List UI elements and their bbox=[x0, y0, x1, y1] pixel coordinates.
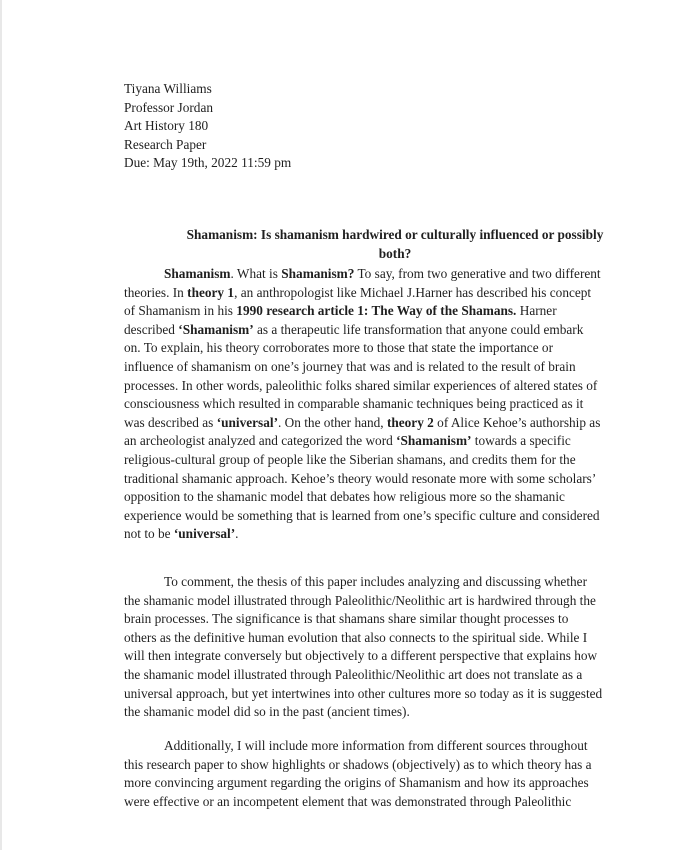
bold-text-run: ‘universal’ bbox=[173, 526, 236, 542]
text-run: opposition to the shamanic model that debates how religious more so the shamanic bbox=[124, 489, 565, 505]
para2-line: brain processes. The significance is that shamans share similar thought processes to bbox=[124, 611, 569, 627]
student-name: Tiyana Williams bbox=[124, 81, 212, 96]
bold-text-run: 1990 research article 1: The Way of the Shamans. bbox=[236, 303, 517, 319]
text-run: . bbox=[235, 526, 239, 542]
text-run: of Alice Kehoe’s authorship as bbox=[433, 414, 601, 430]
bold-text-run: ‘universal’ bbox=[216, 414, 278, 430]
text-run: was described as bbox=[124, 414, 217, 430]
text-run: as a therapeutic life transformation that anyone could embark bbox=[253, 321, 584, 337]
para1-line bbox=[124, 321, 624, 340]
text-run: consciousness which resulted in comparable shamanic techniques being practiced as it bbox=[124, 396, 584, 412]
para2-line: will then integrate conversely but objectively to a different perspective that explains how bbox=[124, 648, 598, 664]
text-run: of Shamanism in his bbox=[124, 303, 237, 319]
text-run: traditional shamanic approach. Kehoe’s theory would resonate more with some scholars’ bbox=[124, 470, 597, 486]
para1-line bbox=[124, 470, 624, 489]
text-run: processes. In other words, paleolithic folks shared similar experiences of altered states of bbox=[124, 377, 598, 393]
text-run: on. To explain, his theory corroborates more to those that state the importance or bbox=[124, 340, 554, 356]
title-line-2: both? bbox=[378, 245, 412, 261]
text-run: religious-cultural group of people like the Siberian shamans, and credits them for the bbox=[124, 451, 576, 467]
bold-text-run: ‘Shamanism’ bbox=[396, 433, 472, 449]
bold-text-run: Shamanism? bbox=[281, 266, 355, 281]
text-run: , an anthropologist like Michael J.Harner has described his concept bbox=[234, 284, 592, 300]
paper-title bbox=[150, 226, 640, 263]
para3-line: more convincing argument regarding the origins of Shamanism and how its approaches bbox=[124, 775, 589, 791]
text-run: . On the other hand, bbox=[278, 414, 387, 430]
text-run: not to be bbox=[124, 526, 174, 542]
para2-line: the shamanic model did so in the past (ancient times). bbox=[124, 704, 410, 720]
paragraph-1 bbox=[124, 265, 624, 544]
text-run: an archeologist analyzed and categorized the word bbox=[124, 433, 397, 449]
para2-line: others as the definitive human evolution that also connects to the spiritual side. While I bbox=[124, 629, 588, 645]
text-run: theories. In bbox=[124, 284, 188, 300]
title-line-1: Shamanism: Is shamanism hardwired or culturally influenced or possibly bbox=[186, 227, 604, 242]
para2-line: universal approach, but yet intertwines into other cultures more so today as it is suggested bbox=[124, 685, 603, 701]
para1-line bbox=[124, 358, 624, 377]
para3-line: were effective or an incompetent element that was demonstrated through Paleolithic bbox=[124, 793, 572, 809]
paragraph-3 bbox=[124, 737, 624, 811]
text-run: towards a specific bbox=[471, 433, 571, 449]
text-run: experience would be something that is learned from one’s specific culture and considered bbox=[124, 507, 600, 523]
para1-line bbox=[124, 284, 624, 303]
paragraph-2 bbox=[124, 573, 624, 722]
para1-line bbox=[124, 488, 624, 507]
para1-line bbox=[124, 507, 624, 526]
para2-line: the shamanic model illustrated through Paleolithic/Neolithic art is hardwired through the bbox=[124, 592, 596, 608]
para1-line bbox=[124, 377, 624, 396]
text-run: influence of shamanism on one’s journey that was and is related to the result of brain bbox=[124, 358, 576, 374]
bold-text-run: Shamanism bbox=[164, 266, 231, 281]
para1-line bbox=[124, 395, 624, 414]
text-run: To say, from two generative and two different bbox=[354, 266, 601, 281]
page-left-edge bbox=[0, 0, 2, 850]
bold-text-run: theory 1 bbox=[187, 284, 235, 300]
para3-line: this research paper to show highlights or shadows (objectively) as to which theory has a bbox=[124, 756, 592, 772]
para1-line bbox=[124, 302, 624, 321]
para2-line: the shamanic model illustrated through Paleolithic/Neolithic art does not translate as a bbox=[124, 666, 583, 682]
para1-line bbox=[124, 432, 624, 451]
professor-name: Professor Jordan bbox=[124, 99, 214, 115]
para2-line: To comment, the thesis of this paper includes analyzing and discussing whether bbox=[164, 574, 587, 589]
bold-text-run: theory 2 bbox=[386, 414, 434, 430]
due-date: Due: May 19th, 2022 11:59 pm bbox=[124, 155, 292, 170]
para1-line bbox=[124, 451, 624, 470]
text-run: described bbox=[124, 321, 179, 337]
para1-line bbox=[124, 265, 624, 284]
para1-line bbox=[124, 525, 624, 544]
bold-text-run: ‘Shamanism’ bbox=[178, 321, 254, 337]
para1-line bbox=[124, 414, 624, 433]
para3-line: Additionally, I will include more information from different sources throughout bbox=[164, 738, 588, 753]
assignment-type: Research Paper bbox=[124, 136, 207, 152]
para1-line bbox=[124, 339, 624, 358]
text-run: . What is bbox=[230, 266, 282, 281]
course-name: Art History 180 bbox=[124, 118, 209, 133]
header-block bbox=[124, 80, 291, 173]
text-run: Harner bbox=[516, 303, 557, 319]
